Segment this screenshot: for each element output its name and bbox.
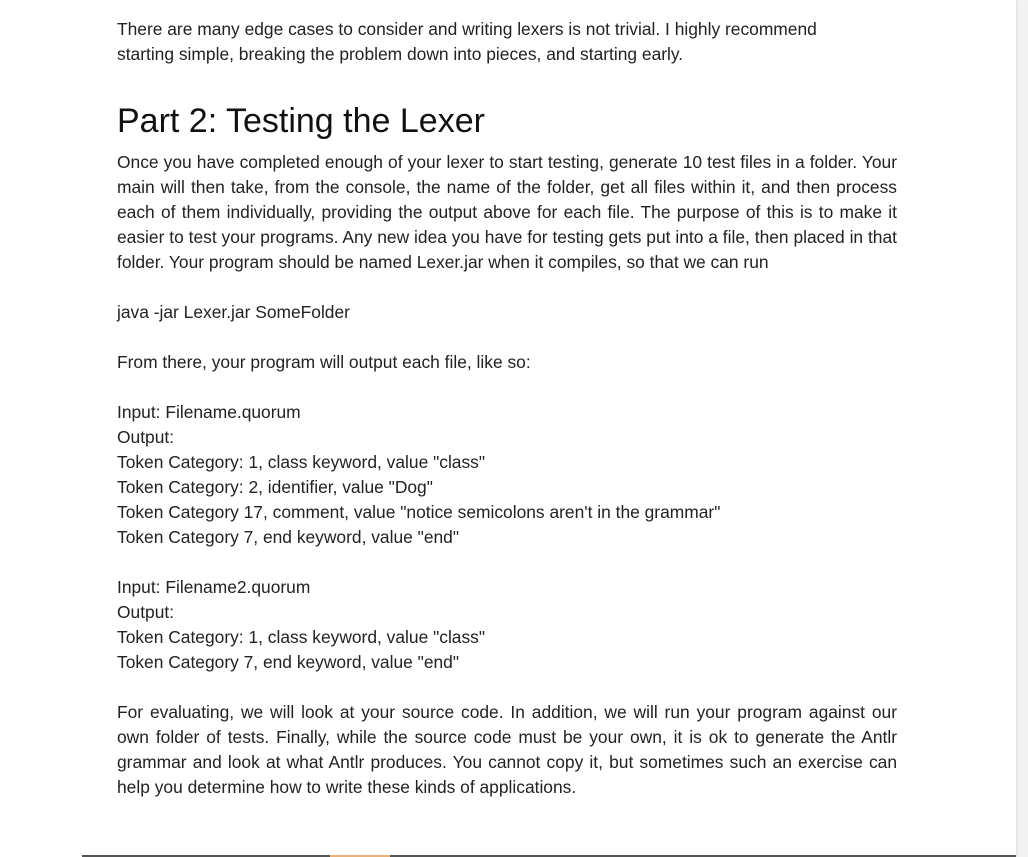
example-line: Token Category 17, comment, value "notice semicolons aren't in the grammar" (117, 502, 721, 522)
spacer (117, 375, 897, 400)
example-line: Input: Filename2.quorum (117, 577, 311, 597)
spacer (117, 275, 897, 300)
example-line: Token Category: 1, class keyword, value "class" (117, 627, 486, 647)
document-content (117, 17, 897, 800)
spacer (117, 675, 897, 700)
section-heading: Part 2: Testing the Lexer (117, 102, 485, 140)
command-line: java -jar Lexer.jar SomeFolder (117, 302, 350, 322)
section-paragraph: Once you have completed enough of your lexer to start testing, generate 10 test files in a folder. Your main will then take, from the console, the name of the folder, get all files within it, and then process each of them individually, providing the output above for each file. The purpose of this is to make it easier to test your programs. Any new idea you have for testing gets put into a file, then placed in that folder. Your program should be named Lexer.jar when it compiles, so that we can run (117, 152, 897, 272)
example-line: Token Category 7, end keyword, value "end" (117, 652, 460, 672)
example-line: Token Category: 1, class keyword, value "class" (117, 452, 486, 472)
example-block-2 (117, 575, 897, 675)
example-line: Input: Filename.quorum (117, 402, 301, 422)
intro-line-2: starting simple, breaking the problem down into pieces, and starting early. (117, 44, 684, 64)
example-line: Token Category 7, end keyword, value "end" (117, 527, 460, 547)
output-intro: From there, your program will output each file, like so: (117, 352, 531, 372)
example-line: Token Category: 2, identifier, value "Dog" (117, 477, 433, 497)
spacer (117, 550, 897, 575)
example-line: Output: (117, 427, 175, 447)
spacer (117, 325, 897, 350)
intro-line-1: There are many edge cases to consider and writing lexers is not trivial. I highly recommend (117, 19, 817, 39)
example-line: Output: (117, 602, 175, 622)
evaluation-paragraph: For evaluating, we will look at your source code. In addition, we will run your program against our own folder of tests. Finally, while the source code must be your own, it is ok to generate the Antlr grammar and look at what Antlr produces. You cannot copy it, but sometimes such an exercise can help you determine how to write these kinds of applications. (117, 702, 897, 797)
example-block-1 (117, 400, 897, 550)
